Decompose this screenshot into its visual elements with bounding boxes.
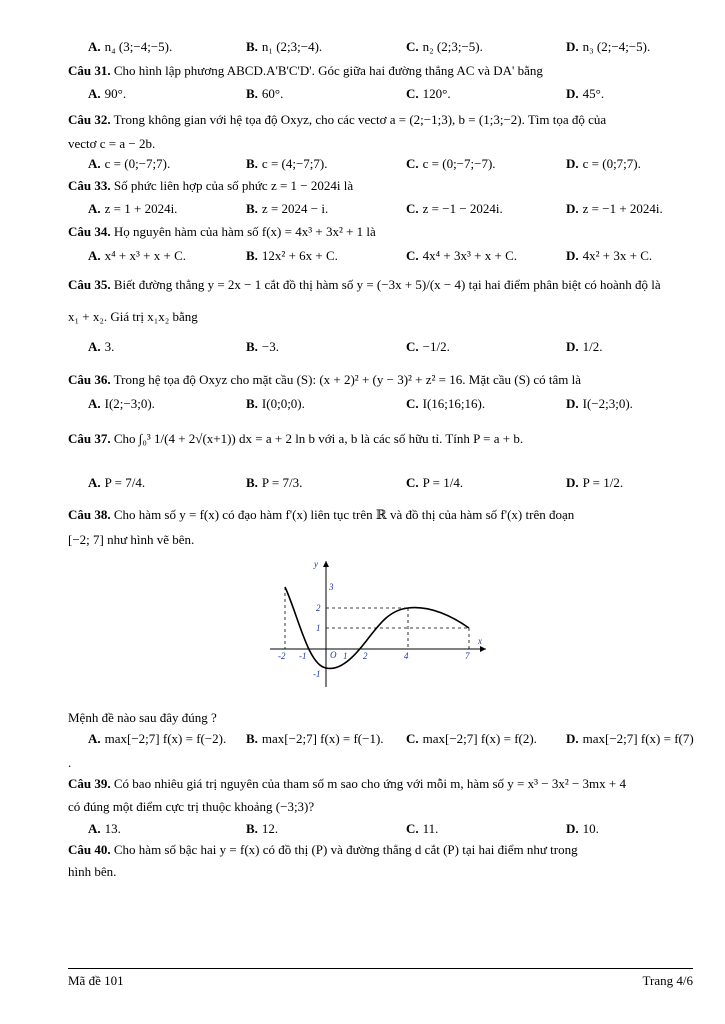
q30-option-d: D. n₃ (2;−4;−5). (566, 39, 651, 54)
q34-options: A. x⁴ + x³ + x + C. B. 12x² + 6x + C. C. 4x⁴ + 3x³ + x + C. D. 4x² + 3x + C. (88, 248, 653, 263)
q34-stem: Câu 34. Họ nguyên hàm của hàm số f(x) = 4x³ + 3x² + 1 là (68, 224, 376, 239)
x-tick-2: 2 (363, 651, 368, 661)
page-number: Trang 4/6 (642, 973, 693, 988)
q40-stem-cont: hình bên. (68, 864, 117, 879)
x-tick-1: 1 (343, 651, 348, 661)
q31-options: A. 90°. B. 60°. C. 120°. D. 45°. (88, 86, 605, 101)
q35-stem: Câu 35. Biết đường thẳng y = 2x − 1 cắt đồ thị hàm số y = (−3x + 5)/(x − 4) tại hai điểm phân biệt có hoành độ là (68, 277, 661, 292)
y-tick-2: 2 (316, 603, 321, 613)
q38-stem: Câu 38. Cho hàm số y = f(x) có đạo hàm f'(x) liên tục trên ℝ và đồ thị của hàm số f'(x) trên đoạn (68, 507, 575, 522)
q33-stem: Câu 33. Số phức liên hợp của số phức z = 1 − 2024i là (68, 178, 354, 193)
q38-prompt: Mệnh đề nào sau đây đúng ? (68, 710, 217, 725)
q39-options: A. 13. B. 12. C. 11. D. 10. (88, 821, 599, 836)
q35-options: A. 3. B. −3. C. −1/2. D. 1/2. (88, 339, 603, 354)
q40-stem: Câu 40. Cho hàm số bậc hai y = f(x) có đồ thị (P) và đường thẳng d cắt (P) tại hai điểm như trong (68, 842, 578, 857)
q37-stem: Câu 37. Cho ∫₀³ 1/(4 + 2√(x+1)) dx = a + 2 ln b với a, b là các số hữu tỉ. Tính P = a + b. (68, 431, 524, 446)
x-axis-label: x (478, 636, 482, 646)
q38-trailing: . (68, 755, 72, 770)
q39-stem: Câu 39. Có bao nhiêu giá trị nguyên của tham số m sao cho ứng với mỗi m, hàm số y = x³ − 3x² − 3mx + 4 (68, 776, 626, 791)
exam-code: Mã đề 101 (68, 973, 124, 988)
x-tick-7: 7 (465, 651, 470, 661)
q36-stem: Câu 36. Trong hệ tọa độ Oxyz cho mặt cầu (S): (x + 2)² + (y − 3)² + z² = 16. Mặt cầu (S) có tâm là (68, 372, 582, 387)
origin-label: O (330, 650, 337, 660)
derivative-graph (268, 555, 493, 695)
y-tick-m1: -1 (313, 669, 321, 679)
q37-options: A. P = 7/4. B. P = 7/3. C. P = 1/4. D. P = 1/2. (88, 475, 624, 490)
q38-options: A. max[−2;7] f(x) = f(−2). B. max[−2;7] f(x) = f(−1). C. max[−2;7] f(x) = f(2). D. max[−2;7] f(x) = f(7) (88, 731, 694, 746)
x-tick-4: 4 (404, 651, 409, 661)
page-footer (68, 968, 693, 988)
q30-options (88, 38, 693, 56)
y-tick-3: 3 (329, 582, 334, 592)
x-tick-m2: -2 (278, 651, 286, 661)
q32-stem-cont: vectơ c = a − 2b. (68, 136, 156, 151)
q39-stem-cont: có đúng một điểm cực trị thuộc khoảng (−3;3)? (68, 799, 315, 814)
q38-stem-cont: [−2; 7] như hình vẽ bên. (68, 532, 195, 547)
q30-option-c: C. n₂ (2;3;−5). (406, 39, 483, 54)
x-tick-m1: -1 (299, 651, 307, 661)
q32-options: A. c = (0;−7;7). B. c = (4;−7;7). C. c = (0;−7;−7). D. c = (0;7;7). (88, 156, 641, 171)
y-tick-1: 1 (316, 623, 321, 633)
q31-stem: Câu 31. Cho hình lập phương ABCD.A'B'C'D'. Góc giữa hai đường thẳng AC và DA' bằng (68, 63, 543, 78)
q33-options: A. z = 1 + 2024i. B. z = 2024 − i. C. z = −1 − 2024i. D. z = −1 + 2024i. (88, 201, 663, 216)
q30-option-b: B. n₁ (2;3;−4). (246, 39, 323, 54)
q32-stem: Câu 32. Trong không gian với hệ tọa độ Oxyz, cho các vectơ a = (2;−1;3), b = (1;3;−2). Tìm tọa độ của (68, 112, 607, 127)
q35-stem-cont: x₁ + x₂. Giá trị x₁x₂ bằng (68, 309, 198, 324)
y-axis-label: y (314, 559, 318, 569)
q36-options: A. I(2;−3;0). B. I(0;0;0). C. I(16;16;16). D. I(−2;3;0). (88, 396, 633, 411)
q30-option-a: A. n₄ (3;−4;−5). (88, 39, 173, 54)
guide-lines (285, 587, 469, 649)
